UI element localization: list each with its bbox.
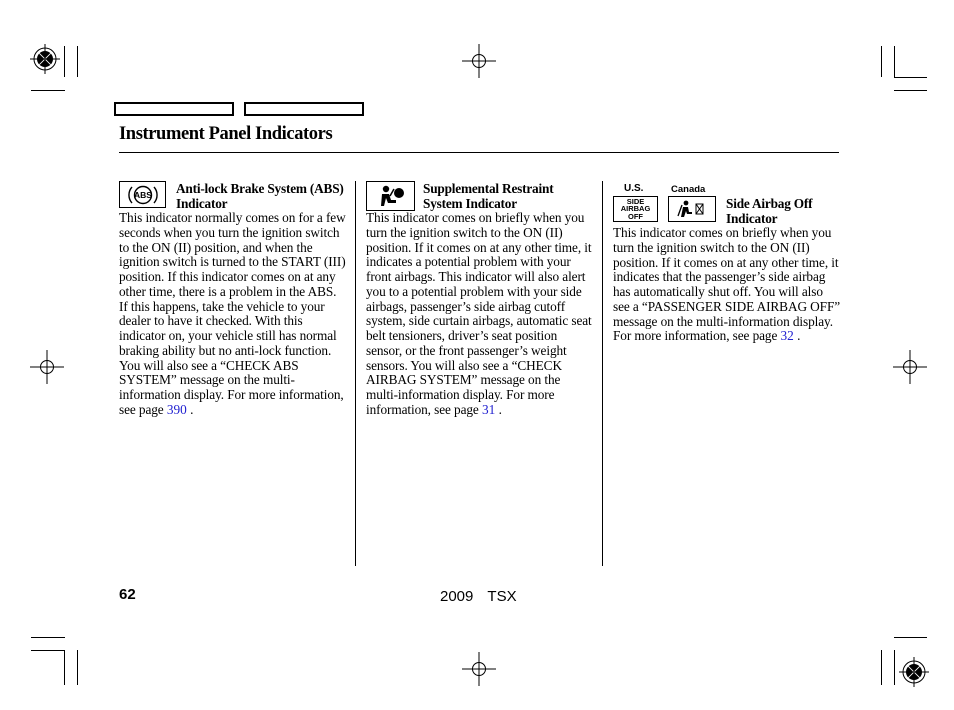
title-rule (119, 152, 839, 153)
abs-indicator-box (119, 181, 166, 208)
section-body-text: This indicator comes on briefly when you turn the ignition switch to the ON (II) position. If it comes on at any other time, it indicates a potential problem with your front airbags. This indicator will also alert you to a potential problem with your side airbags, passenger’s side airbag cutoff system, side curtain airbags, automatic seat belt tensioners, driver’s seat position sensor, or the front passenger’s weight sensors. You will also see a “CHECK AIRBAG SYSTEM” message on the multi-information display. For more information, see page (366, 210, 592, 417)
label-canada: Canada (671, 184, 706, 195)
section-body (366, 211, 594, 418)
section-body (119, 211, 347, 418)
column-divider (602, 181, 603, 566)
section-body-end: . (186, 401, 194, 417)
section-body (613, 226, 841, 344)
registration-crosshair-icon (30, 350, 64, 384)
page-title: Instrument Panel Indicators (119, 124, 333, 144)
side-airbag-off-icon-line: OFF (628, 211, 643, 221)
footer-model: 2009 TSX (440, 588, 517, 605)
srs-indicator-box (366, 181, 415, 211)
registration-starburst-icon (30, 44, 60, 74)
page-link[interactable]: 390 (166, 401, 187, 417)
section-heading: Side Airbag Off Indicator (726, 196, 813, 226)
section-heading: Anti-lock Brake System (ABS) Indicator (176, 181, 344, 211)
side-airbag-off-us-box (613, 196, 658, 222)
section-body-end: . (495, 401, 502, 417)
section-body-text: This indicator comes on briefly when you turn the ignition switch to the ON (II) position. If it comes on at any other time, it indicates that the passenger’s side airbag has automatically shut off. You will also see a “PASSENGER SIDE AIRBAG OFF” message on the multi-information display. For more information, see page (613, 225, 841, 344)
section-body-text: This indicator normally comes on for a few seconds when you turn the ignition switch to the ON (II) position, and when the ignition switch is turned to the START (III) position. If this indicator comes on at any other time, there is a problem in the ABS. If this happens, take the vehicle to your dealer to have it checked. With this indicator on, your vehicle still has normal braking ability but no anti-lock function. You will also see a “CHECK ABS SYSTEM” message on the multi-information display. For more information, see page (119, 210, 346, 417)
airbag-icon (374, 184, 408, 208)
column-divider (355, 181, 356, 566)
side-airbag-off-icon (672, 199, 712, 219)
abs-icon-text: ABS (133, 189, 152, 200)
page-link[interactable]: 31 (481, 401, 496, 417)
registration-crosshair-icon (462, 44, 496, 78)
section-heading: Supplemental Restraint System Indicator (423, 181, 554, 211)
page-link[interactable]: 32 (780, 328, 794, 344)
registration-starburst-icon (899, 657, 929, 687)
side-airbag-off-icon-line: SIDE (626, 196, 645, 206)
label-us: U.S. (624, 183, 644, 194)
header-tab-box (244, 102, 364, 116)
registration-crosshair-icon (893, 350, 927, 384)
registration-crosshair-icon (462, 652, 496, 686)
abs-icon (123, 184, 163, 206)
header-tab-box (114, 102, 234, 116)
section-body-end: . (793, 328, 801, 344)
side-airbag-off-canada-box (668, 196, 716, 222)
side-airbag-off-icon-line: AIRBAG (620, 204, 651, 214)
page-number: 62 (119, 586, 136, 603)
